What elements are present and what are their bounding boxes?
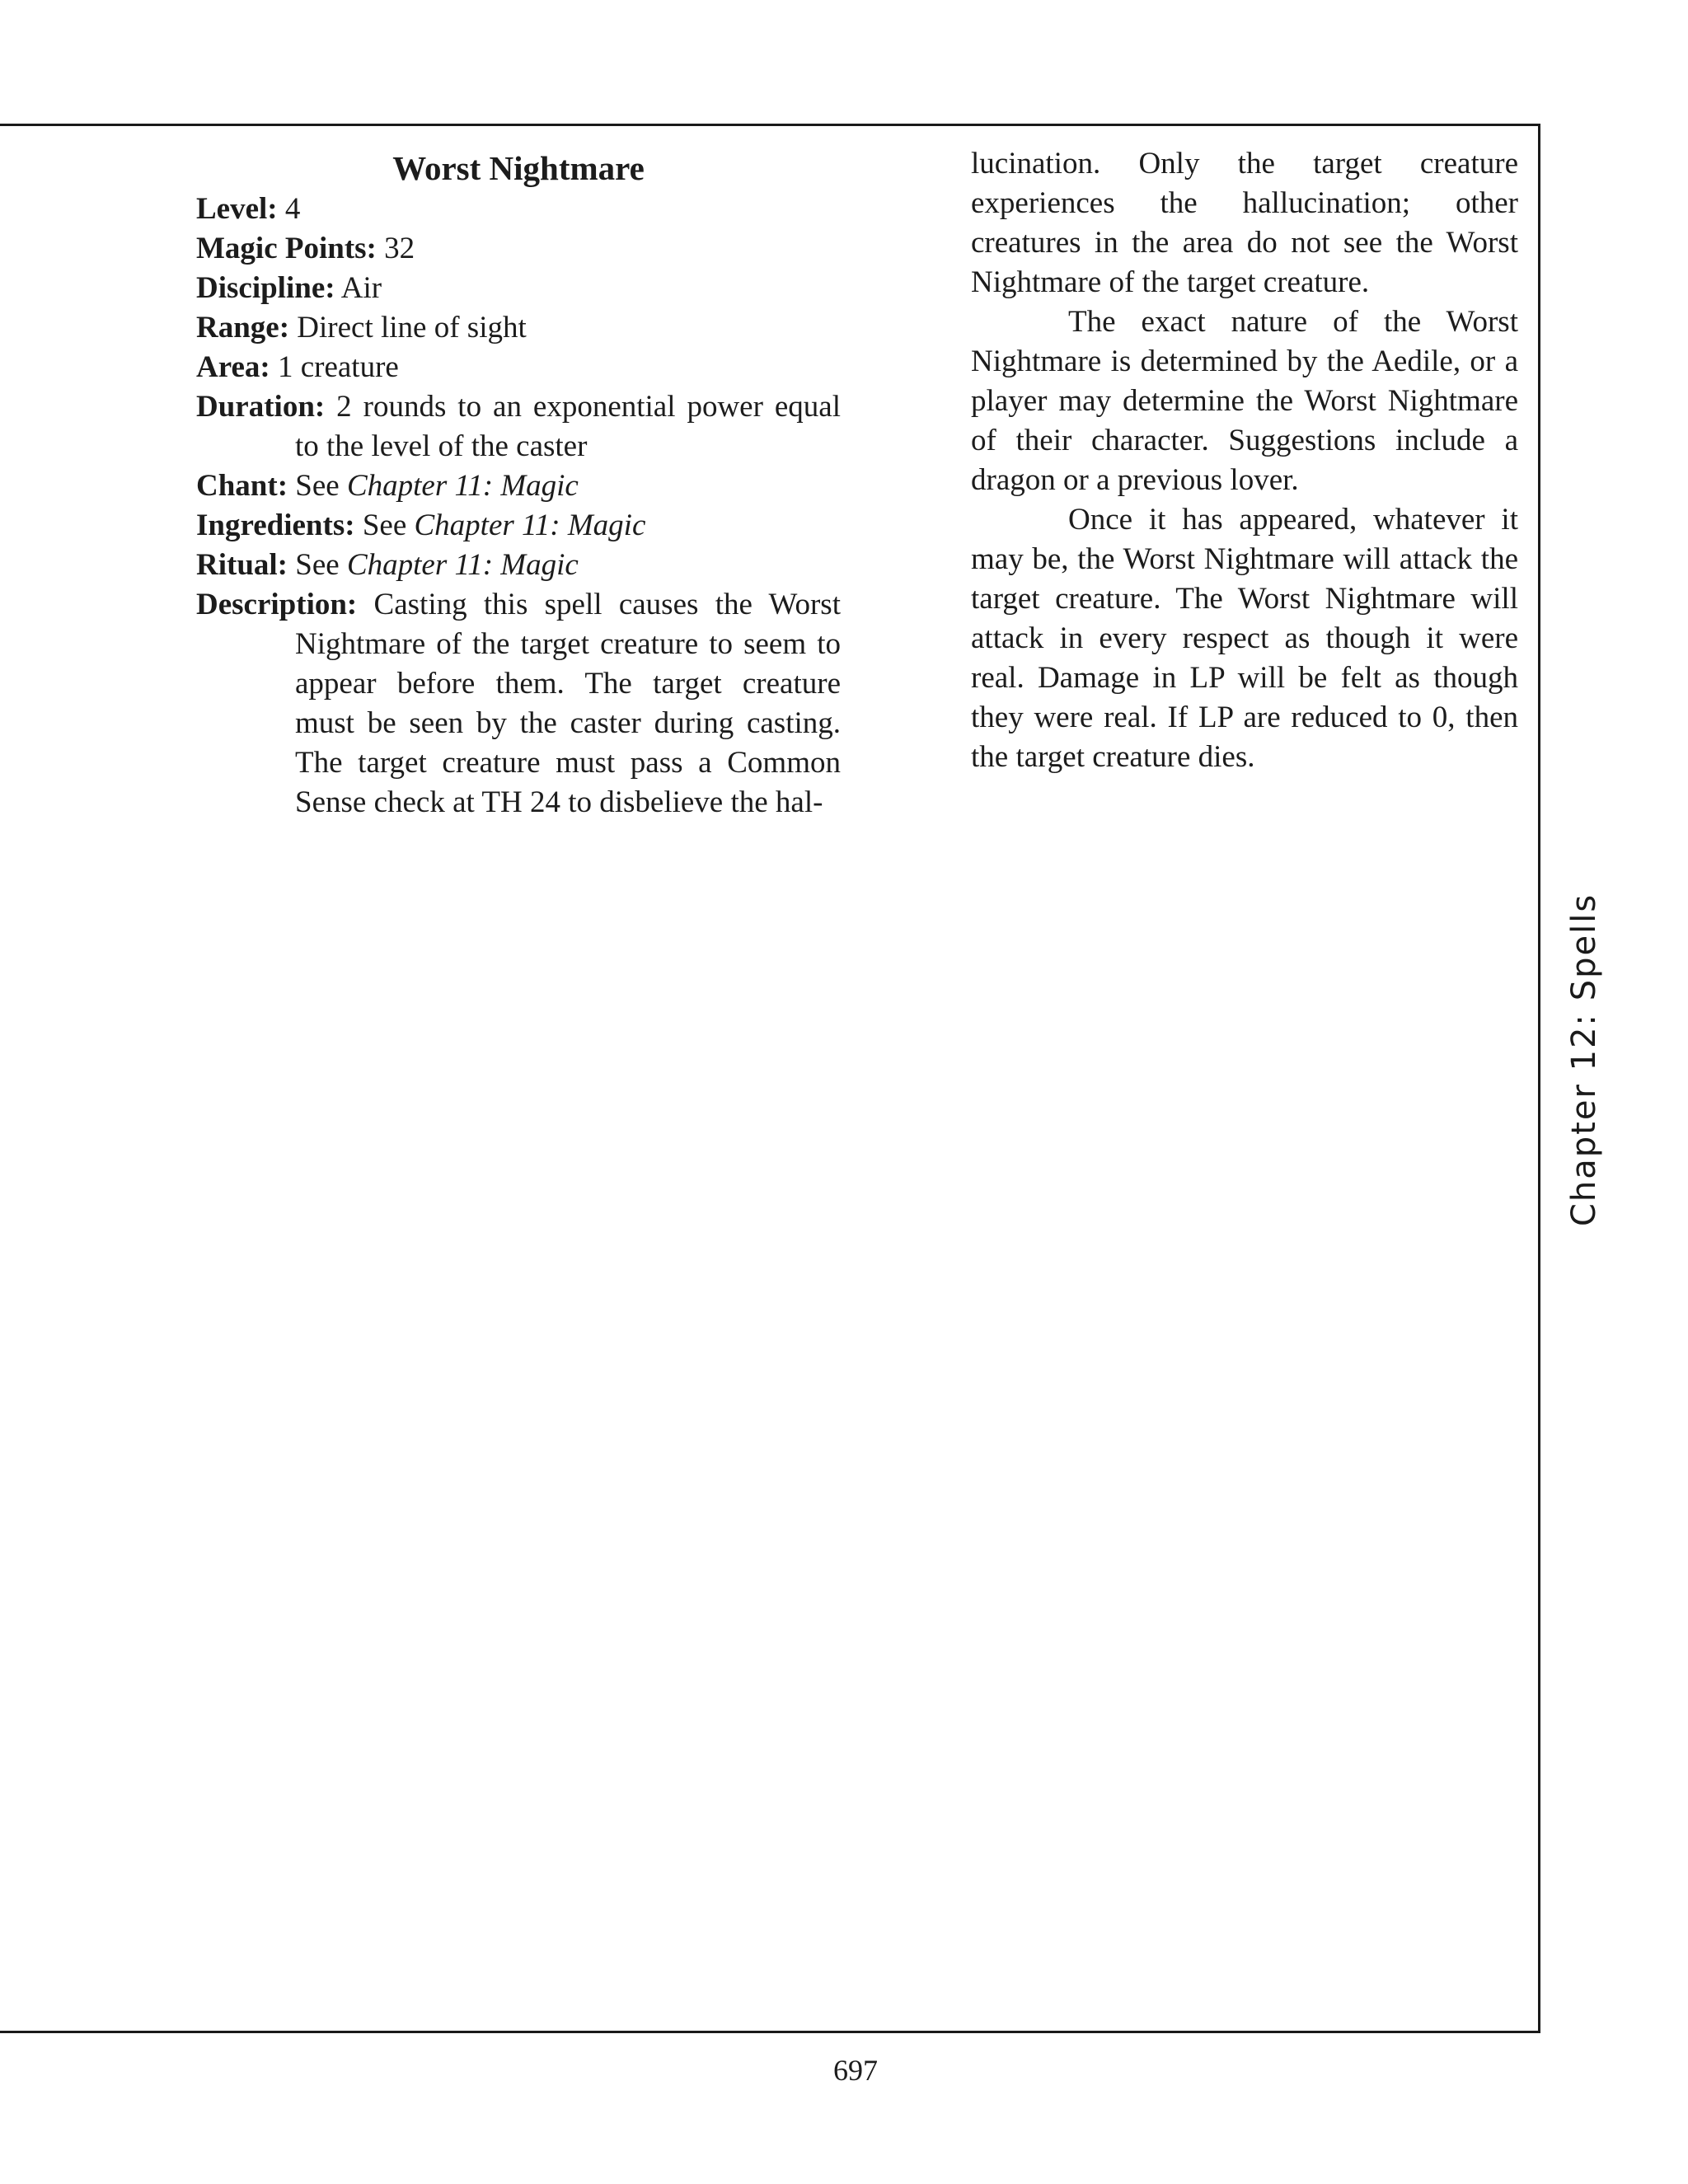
field-value: Air — [335, 271, 382, 305]
field-label: Description: — [196, 588, 358, 621]
field-label: Level: — [196, 192, 278, 226]
spell-title: Worst Nightmare — [392, 149, 645, 187]
field-range — [196, 308, 841, 348]
field-chant — [196, 466, 841, 506]
field-value: 32 — [376, 232, 415, 265]
description-paragraph: The exact nature of the Worst Nightmare is determined by the Aedile, or a player may determine the Worst Nightmare of their character. Suggestions include a dragon or a previous lover. — [971, 305, 1518, 497]
field-label: Magic Points: — [196, 232, 377, 265]
field-duration — [196, 387, 841, 466]
field-magic-points — [196, 229, 841, 269]
chapter-reference: Chapter 11: Magic — [346, 548, 579, 582]
field-level — [196, 190, 841, 229]
right-column — [971, 144, 1518, 777]
field-value: 1 creature — [270, 350, 399, 384]
description-paragraph: Once it has appeared, whatever it may be, the Worst Nightmare will attack the target creature. The Worst Nightmare will attack in every respect as though it were real. Damage in LP will be felt as though they were real. If LP are reduced to 0, then the target creature dies. — [971, 503, 1518, 774]
field-area — [196, 348, 841, 387]
field-label: Duration: — [196, 390, 326, 424]
field-description — [196, 585, 841, 823]
field-value: See — [288, 469, 347, 503]
field-value: See — [288, 548, 347, 582]
chapter-reference: Chapter 11: Magic — [414, 509, 646, 542]
field-label: Ritual: — [196, 548, 288, 582]
field-value: See — [354, 509, 415, 542]
field-value: Casting this spell causes the Worst Nightmare of the target creature to seem to appear before them. The target creature must be seen by the caster during casting. The target creature must pass a Common Sense check at TH 24 to disbelieve the hal- — [295, 588, 841, 819]
field-ritual — [196, 546, 841, 585]
field-label: Range: — [196, 311, 290, 344]
field-discipline — [196, 269, 841, 308]
field-value: 2 rounds to an exponential power equal to the level of the caster — [295, 390, 841, 463]
chapter-tab: Chapter 12: Spells — [1565, 893, 1603, 1226]
field-label: Ingredients: — [196, 509, 355, 542]
field-label: Area: — [196, 350, 270, 384]
description-continuation: lucination. Only the target creature experiences the hallucination; other creatures in the area do not see the Worst Nightmare of the target creature. — [971, 147, 1518, 299]
field-ingredients — [196, 506, 841, 546]
field-value: Direct line of sight — [289, 311, 527, 344]
field-label: Discipline: — [196, 271, 335, 305]
left-column — [196, 147, 841, 823]
chapter-reference: Chapter 11: Magic — [346, 469, 579, 503]
field-value: 4 — [277, 192, 301, 226]
page-number: 697 — [833, 2054, 878, 2087]
field-label: Chant: — [196, 469, 288, 503]
